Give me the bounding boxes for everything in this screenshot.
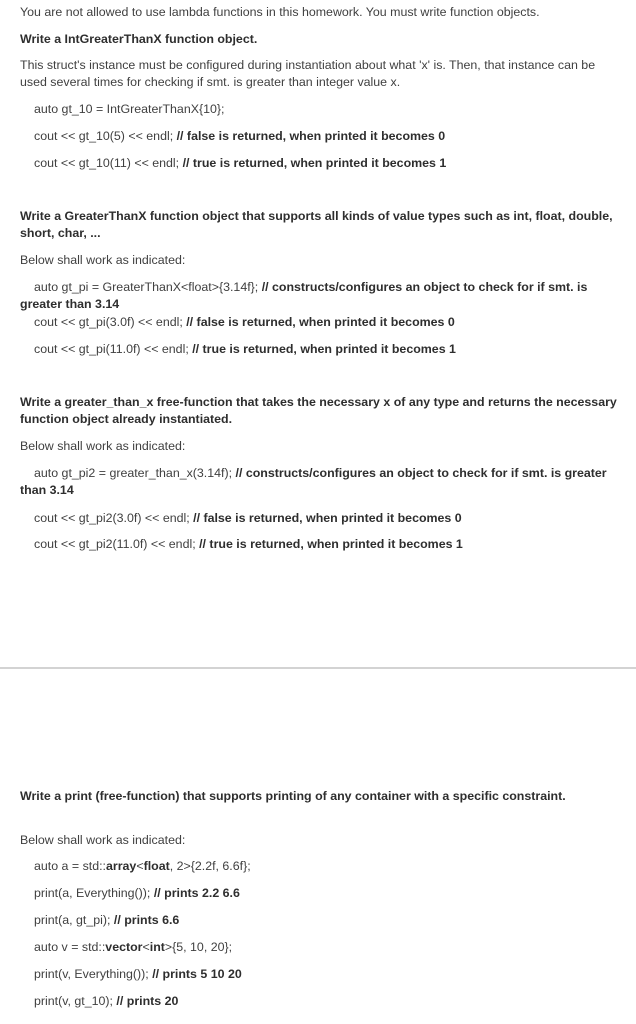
section1-example-3: cout << gt_10(11) << endl; // true is returned, when printed it becomes 1	[34, 156, 447, 170]
section4-example-5: print(v, Everything()); // prints 5 10 20	[34, 967, 242, 981]
section1-example-2: cout << gt_10(5) << endl; // false is returned, when printed it becomes 0	[34, 129, 446, 143]
section2-example-3: cout << gt_pi(11.0f) << endl; // true is returned, when printed it becomes 1	[34, 342, 456, 356]
section4-example-3: print(a, gt_pi); // prints 6.6	[34, 913, 180, 927]
section2-heading: Write a GreaterThanX function object that supports all kinds of value types such as int, float, double, short, char, ...	[20, 209, 613, 240]
page-divider	[0, 667, 636, 669]
section3-example-3: cout << gt_pi2(11.0f) << endl; // true is returned, when printed it becomes 1	[34, 537, 463, 551]
section3-example-2: cout << gt_pi2(3.0f) << endl; // false is returned, when printed it becomes 0	[34, 511, 462, 525]
section1-description: This struct's instance must be configured during instantiation about what 'x' is. Then, that instance can be used several times for checking if smt. is greater than integer value x.	[20, 58, 596, 89]
section3-example-1: auto gt_pi2 = greater_than_x(3.14f); // constructs/configures an object to check for if smt. is greater than 3.14	[20, 466, 607, 497]
section4-below-text: Below shall work as indicated:	[20, 833, 186, 847]
section2-example-1: auto gt_pi = GreaterThanX<float>{3.14f}; // constructs/configures an object to check for if smt. is greater than 3.14	[20, 280, 588, 311]
section1-example-1: auto gt_10 = IntGreaterThanX{10};	[34, 102, 225, 116]
section3-heading: Write a greater_than_x free-function that takes the necessary x of any type and returns the necessary function object already instantiated.	[20, 395, 617, 426]
section3-below-text: Below shall work as indicated:	[20, 439, 186, 453]
section1-heading: Write a IntGreaterThanX function object.	[20, 32, 258, 46]
section2-example-2: cout << gt_pi(3.0f) << endl; // false is returned, when printed it becomes 0	[34, 315, 455, 329]
section2-below-text: Below shall work as indicated:	[20, 253, 186, 267]
section4-example-1: auto a = std::array<float, 2>{2.2f, 6.6f};	[34, 859, 251, 873]
section4-heading: Write a print (free-function) that supports printing of any container with a specific constraint.	[20, 789, 566, 803]
intro-text: You are not allowed to use lambda functions in this homework. You must write function objects.	[20, 5, 540, 19]
section4-example-4: auto v = std::vector<int>{5, 10, 20};	[34, 940, 233, 954]
section4-example-2: print(a, Everything()); // prints 2.2 6.6	[34, 886, 240, 900]
section4-example-6: print(v, gt_10); // prints 20	[34, 994, 179, 1008]
